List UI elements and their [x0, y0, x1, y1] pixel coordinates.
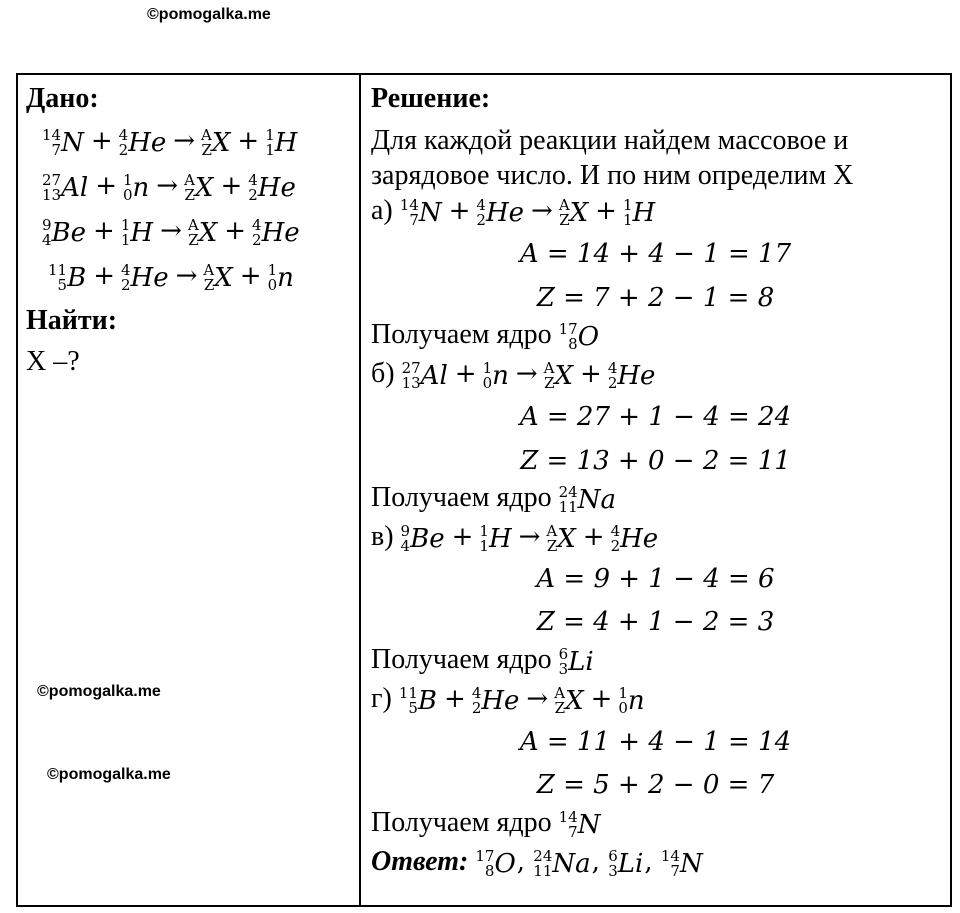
mass-number-calc: A = 9 + 1 − 4 = 6 [536, 564, 775, 594]
part-b-result [371, 482, 617, 516]
nuclide-symbol: 11 5 B [398, 683, 438, 717]
nuclide-symbol: 9 4 Be [400, 521, 445, 555]
nuclide-symbol: 24 11 Na [533, 846, 591, 880]
mass-number-calc: A = 27 + 1 − 4 = 24 [519, 402, 792, 432]
nuclide-symbol: A Z X [554, 683, 584, 717]
solution-intro: Для каждой реакции найдем массовое и [371, 125, 849, 156]
nuclide-symbol: 14 7 N [42, 125, 84, 159]
given-equation: 14 7 N + 4 2 He → A Z X + 1 1 H [42, 125, 298, 159]
charge-number-calc: Z = 5 + 2 − 0 = 7 [536, 770, 775, 800]
reaction-equation: 14 7 N + 4 2 He → A Z X + 1 1 H [399, 195, 656, 229]
nuclide-symbol: A Z X [201, 125, 231, 159]
nuclide-symbol: 4 2 He [248, 170, 296, 204]
part-d-reaction [371, 683, 646, 717]
result-nuclide [558, 644, 595, 678]
nuclide-symbol: 9 4 Be [42, 215, 87, 249]
part-b-reaction [371, 358, 656, 392]
reaction-equation: 11 5 B + 4 2 He → A Z X + 1 0 n [398, 683, 645, 717]
solution-table [16, 73, 952, 907]
part-d-result [371, 807, 601, 841]
part-label: а) [371, 195, 393, 226]
solution-heading: Решение: [371, 83, 491, 114]
nuclide-symbol: 4 2 He [607, 358, 656, 392]
part-label: б) [371, 358, 395, 389]
result-prefix: Получаем ядро [371, 319, 552, 350]
watermark: ©pomogalka.me [37, 683, 161, 700]
nuclide-symbol: A Z X [184, 170, 214, 204]
nuclide-symbol: 6 3 Li [558, 644, 594, 678]
nuclide-symbol: 1 1 H [479, 521, 512, 555]
reaction-equation: 27 13 Al + 1 0 n → A Z X + 4 2 He [401, 358, 656, 392]
find-heading: Найти: [26, 305, 118, 336]
mass-number-calc: A = 11 + 4 − 1 = 14 [519, 727, 792, 757]
charge-number-calc: Z = 7 + 2 − 1 = 8 [536, 283, 775, 313]
nuclide-symbol: A Z X [546, 521, 576, 555]
result-prefix: Получаем ядро [371, 644, 552, 675]
nuclide-symbol: A Z X [558, 195, 589, 229]
watermark: ©pomogalka.me [147, 6, 271, 23]
nuclide-symbol: 14 7 N [558, 807, 601, 841]
given-equation: 9 4 Be + 1 1 H → A Z X + 4 2 He [42, 215, 300, 249]
part-c-result [371, 644, 595, 678]
given-column [18, 75, 359, 905]
result-nuclide [558, 482, 617, 516]
result-nuclide [558, 807, 602, 841]
part-a-result [371, 319, 600, 353]
answer-label: Ответ: [371, 846, 469, 877]
nuclide-symbol: 4 2 He [610, 521, 659, 555]
result-nuclide [558, 319, 600, 353]
part-label: г) [371, 683, 392, 714]
given-heading: Дано: [26, 83, 99, 114]
charge-number-calc: Z = 13 + 0 − 2 = 11 [520, 446, 791, 476]
part-label: в) [371, 521, 394, 552]
nuclide-symbol: 17 8 O [475, 846, 516, 880]
nuclide-symbol: 24 11 Na [558, 482, 616, 516]
answer-nuclides: 17 8 O, 24 11 Na, 6 3 Li, 14 7 N [475, 846, 703, 880]
nuclide-symbol: 4 2 He [252, 215, 300, 249]
nuclide-symbol: 17 8 O [558, 319, 600, 353]
nuclide-symbol: 14 7 N [660, 846, 703, 880]
nuclide-symbol: 14 7 N [399, 195, 442, 229]
answer [371, 846, 704, 880]
nuclide-symbol: 4 2 He [471, 683, 520, 717]
solution-intro: зарядовое число. И по ним определим X [371, 160, 854, 191]
nuclide-symbol: 1 0 n [267, 260, 294, 294]
part-c-reaction [371, 521, 659, 555]
nuclide-symbol: A Z X [187, 215, 218, 249]
nuclide-symbol: 1 1 H [120, 215, 154, 249]
result-prefix: Получаем ядро [371, 482, 552, 513]
nuclide-symbol: 1 0 n [122, 170, 150, 204]
nuclide-symbol: 4 2 He [476, 195, 525, 229]
nuclide-symbol: A Z X [203, 260, 233, 294]
mass-number-calc: A = 14 + 4 − 1 = 17 [519, 239, 792, 269]
given-equation: 11 5 B + 4 2 He → A Z X + 1 0 n [48, 260, 294, 294]
nuclide-symbol: 1 1 H [265, 125, 298, 159]
reaction-equation: 9 4 Be + 1 1 H → A Z X + 4 2 He [400, 521, 659, 555]
nuclide-symbol: 27 13 Al [401, 358, 448, 392]
nuclide-symbol: 1 0 n [482, 358, 509, 392]
find-text: X –? [26, 346, 80, 377]
nuclide-symbol: 1 1 H [622, 195, 656, 229]
nuclide-symbol: 6 3 Li [608, 846, 644, 880]
charge-number-calc: Z = 4 + 1 − 2 = 3 [536, 607, 775, 637]
nuclide-symbol: 11 5 B [48, 260, 87, 294]
result-prefix: Получаем ядро [371, 807, 552, 838]
nuclide-symbol: 4 2 He [121, 260, 169, 294]
nuclide-symbol: A Z X [543, 358, 574, 392]
nuclide-symbol: 1 0 n [618, 683, 645, 717]
part-a-reaction [371, 195, 656, 229]
nuclide-symbol: 27 13 Al [42, 170, 89, 204]
watermark: ©pomogalka.me [47, 766, 171, 783]
given-equation: 27 13 Al + 1 0 n → A Z X + 4 2 He [42, 170, 296, 204]
nuclide-symbol: 4 2 He [118, 125, 167, 159]
solution-column [361, 75, 950, 905]
